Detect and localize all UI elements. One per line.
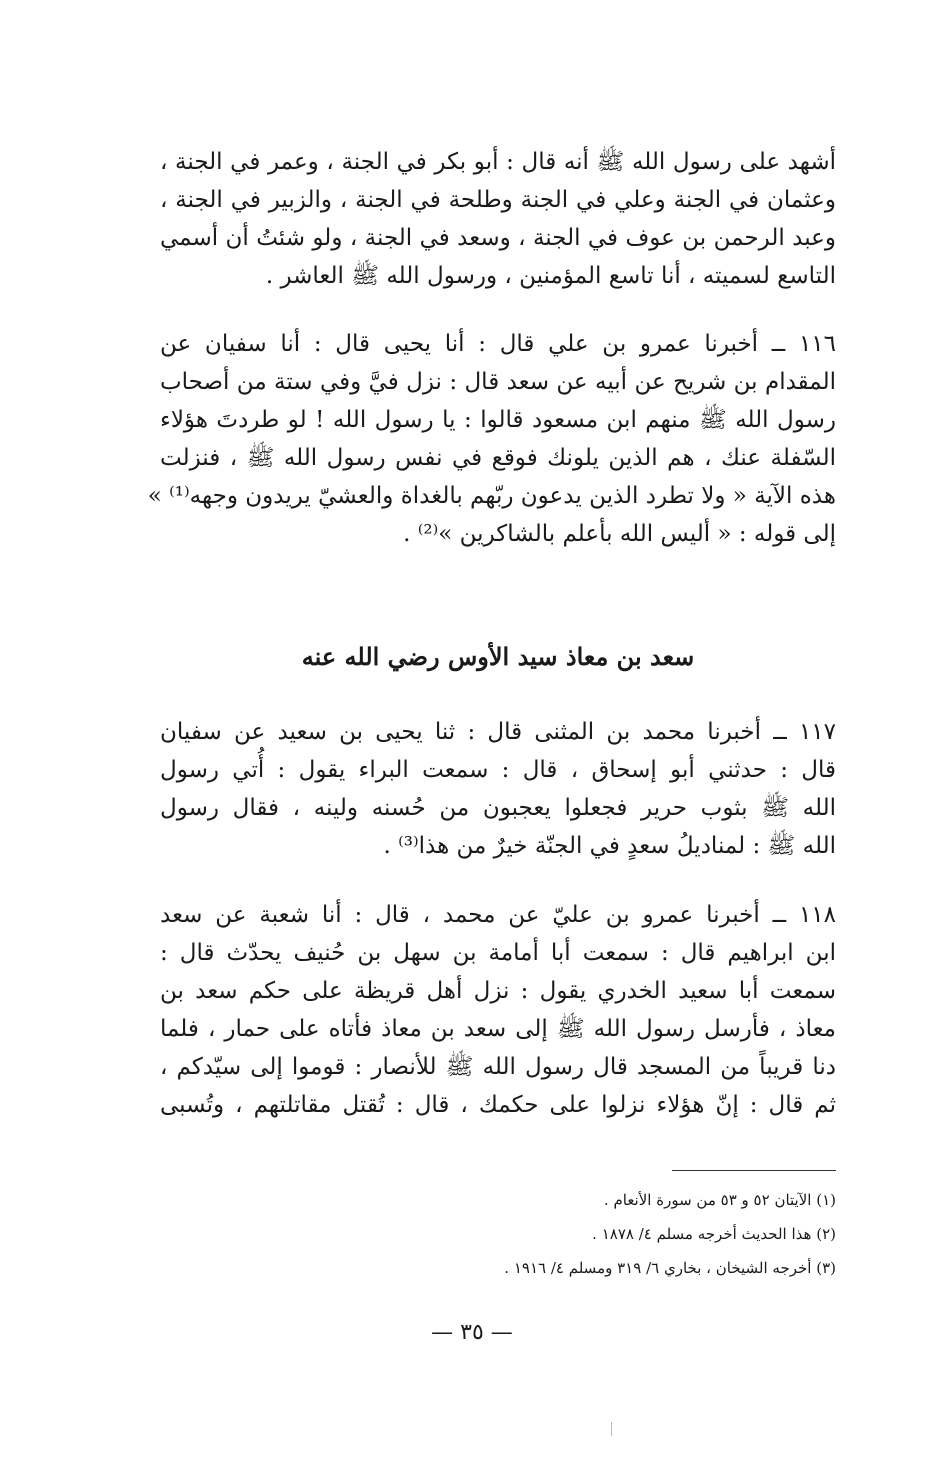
text-line: التاسع لسميته ، أنا تاسع المؤمنين ، ورسول الله ﷺ العاشر . bbox=[265, 263, 836, 289]
text-line: معاذ ، فأرسل رسول الله ﷺ إلى سعد بن معاذ فأتاه على حمار ، فلما bbox=[160, 1016, 836, 1042]
text-line: ١١٨ ــ أخبرنا عمرو بن عليّ عن محمد ، قال : أنا شعبة عن سعد bbox=[160, 902, 836, 928]
text-line: وعبد الرحمن بن عوف في الجنة ، وسعد في الجنة ، ولو شئتُ أن أسمي bbox=[160, 225, 836, 251]
text-line: إلى قوله : « أليس الله بأعلم بالشاكرين »⁽²⁾ . bbox=[403, 521, 836, 547]
text-line: ابن ابراهيم قال : سمعت أبا أمامة بن سهل بن حُنيف يحدّث قال : bbox=[160, 940, 836, 966]
text-line: رسول الله ﷺ منهم ابن مسعود قالوا : يا رسول الله ! لو طردتَ هؤلاء bbox=[160, 407, 836, 433]
section-heading: سعد بن معاذ سيد الأوس رضي الله عنه bbox=[301, 642, 695, 671]
text-line: السّفلة عنك ، هم الذين يلونك فوقع في نفس رسول الله ﷺ ، فنزلت bbox=[160, 445, 836, 471]
text-line: أشهد على رسول الله ﷺ أنه قال : أبو بكر في الجنة ، وعمر في الجنة ، bbox=[160, 149, 836, 175]
text-line: ثم قال : إنّ هؤلاء نزلوا على حكمك ، قال : تُقتل مقاتلتهم ، وتُسبى bbox=[160, 1092, 836, 1118]
text-line: قال : حدثني أبو إسحاق ، قال : سمعت البراء يقول : أُتي رسول bbox=[160, 757, 836, 783]
footnote-divider bbox=[672, 1170, 836, 1171]
text-line: هذه الآية « ولا تطرد الذين يدعون ربّهم بالغداة والعشيّ يريدون وجهه⁽¹⁾ » bbox=[147, 483, 836, 509]
paragraph-intro bbox=[160, 143, 836, 295]
text-line: المقدام بن شريح عن أبيه عن سعد قال : نزل فيَّ وفي ستة من أصحاب bbox=[160, 369, 836, 395]
text-line: دنا قريباً من المسجد قال رسول الله ﷺ للأنصار : قوموا إلى سيّدكم ، bbox=[160, 1054, 836, 1080]
text-line: ١١٧ ــ أخبرنا محمد بن المثنى قال : ثنا يحيى بن سعيد عن سفيان bbox=[160, 719, 836, 745]
footnotes bbox=[300, 1183, 836, 1285]
footnote-3: (٣) أخرجه الشيخان ، بخاري ٦/ ٣١٩ ومسلم ٤/ ١٩١٦ . bbox=[504, 1259, 836, 1277]
footnote-2: (٢) هذا الحديث أخرجه مسلم ٤/ ١٨٧٨ . bbox=[592, 1225, 836, 1243]
hadith-117 bbox=[160, 713, 836, 865]
hadith-118 bbox=[160, 896, 836, 1124]
text-line: الله ﷺ : لمناديلُ سعدٍ في الجنّة خيرٌ من هذا⁽³⁾ . bbox=[383, 833, 836, 859]
hadith-116 bbox=[147, 325, 836, 553]
page-number: — ٣٥ — bbox=[431, 1320, 513, 1345]
text-line: وعثمان في الجنة وعلي في الجنة وطلحة في الجنة ، والزبير في الجنة ، bbox=[160, 187, 836, 213]
text-line: الله ﷺ بثوب حرير فجعلوا يعجبون من حُسنه ولينه ، فقال رسول bbox=[160, 795, 836, 821]
scan-mark bbox=[611, 1422, 612, 1436]
text-line: ١١٦ ــ أخبرنا عمرو بن علي قال : أنا يحيى قال : أنا سفيان عن bbox=[160, 331, 836, 357]
footnote-1: (١) الآيتان ٥٢ و ٥٣ من سورة الأنعام . bbox=[603, 1191, 836, 1209]
text-line: سمعت أبا سعيد الخدري يقول : نزل أهل قريظة على حكم سعد بن bbox=[160, 978, 836, 1004]
